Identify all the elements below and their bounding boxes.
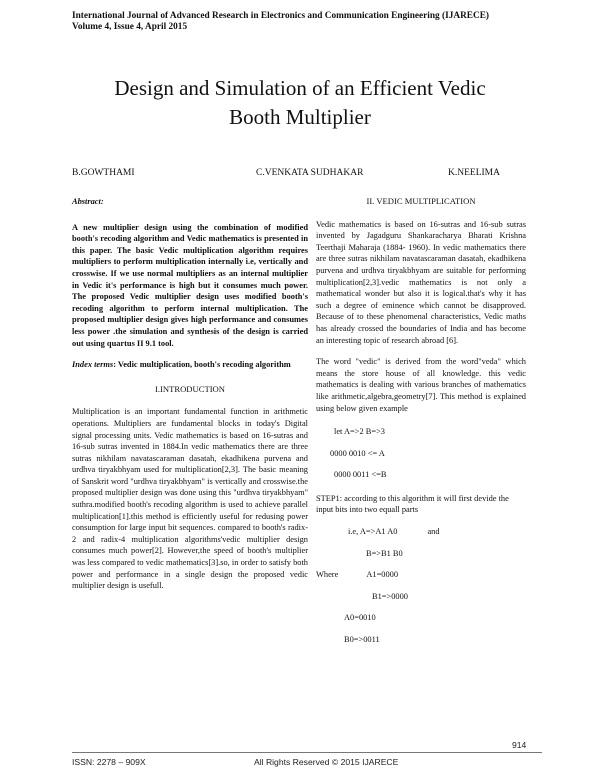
a0-value: A0=0010 [344,613,376,623]
example-line-1: let A=>2 B=>3 [334,427,385,437]
where-a1-line [316,569,526,581]
index-terms-label: Index terms [72,360,114,370]
step-1-text: STEP1: according to this algorithm it will first devide the input bits into two equall parts [316,493,509,515]
author-3: K.NEELIMA [448,168,500,178]
abstract-label: Abstract: [72,197,104,206]
footer-rights: All Rights Reserved © 2015 IJARECE [254,757,399,767]
example-line-3: 0000 0011 <=B [334,470,387,480]
footer-issn: ISSN: 2278 – 909X [72,757,146,767]
author-2: C.VENKATA SUDHAKAR [256,168,364,178]
split-and-text: and [427,527,440,537]
footer-rule [72,752,542,753]
title-line-2: Booth Multiplier [229,105,371,129]
title-line-1: Design and Simulation of an Efficient Vedic [114,76,486,100]
a1-value: A1=0000 [366,570,399,580]
paper-title [60,74,540,132]
right-column [316,196,526,646]
journal-volume: Volume 4, Issue 4, April 2015 [72,22,188,32]
section-1-paragraph: Multiplication is an important fundamental function in arithmetic operations. Multipliers are fundamental blocks in today's Digital signal processing units. Vedic mathematics is based on 16-sutras and 16-sub sutras invented in 1884.In vedic mathematics there are three sutras nikhilam navatascaraman dasatah, ekadhikena purvena and urdhva tiryakbhyam used for multiplication[2,3]. The basic meaning of Sanskrit word "urdhva tiryakbhyam" is vertically and crosswise.the proposed multiplier design was done using this "urdhva tiryakbhyam" suthra.modified booth's recoding algorithm is used to achieve parallel multiplication[1].this method is efficiently useful for redusing power consumption for large input bit sequences. compared to booth's radix-2 and radix-4 multiplication algorithms'vedic multiplier design consumes much power[2]. However,the speed of booth's multiplier was less compared to vedic mathematics[3].so, in order to satisfy both power and performance in a single design the proposed vedic multiplier design is usefull. [72,407,308,591]
index-terms-text: : Vedic multiplication, booth's recoding algorithm [113,360,291,370]
author-1: B.GOWTHAMI [72,168,135,178]
split-b-line: B=>B1 B0 [366,548,403,558]
page-number: 914 [512,740,527,750]
section-2-paragraph-2: The word "vedic" is derived from the word"veda" which means the store house of all knowledge. this vedic mathematics is dealing with various branches of mathematics like arithmetic,algebra,geometry[7]. This method is explained using below given example [316,357,526,413]
b0-value: B0=>0011 [344,635,380,645]
example-line-2: 0000 0010 <= A [330,448,385,458]
left-column [72,196,308,598]
split-a-text: i.e, A=>A1 A0 [348,527,398,537]
index-terms [72,359,308,371]
section-2-paragraph-1: Vedic mathematics is based on 16-sutras and 16-sub sutras invented by Jagadguru Shankaracharya Bharati Krishna Teerthaji Maharaja (1884- 1960). In vedic mathematics there are three sutras nikhilam navatascaraman dasatah, ekadhikena purvena and urdhva tiryakbhyam are suitable for performing multiplication[2,3].vedic mathematics is not only a mathematical wonder but also it is logical.that's why it has such a degree of eminence which cannot be disapproved. Because of to these phenomenal characteristics, Vedic maths has already crossed the boundaries of India and has become an interesting topic of research abroad [6]. [316,219,526,345]
section-1-heading: I.INTRODUCTION [155,383,225,394]
b1-value: B1=>0000 [372,591,408,601]
journal-header [72,11,542,33]
section-2-heading: II. VEDIC MULTIPLICATION [366,196,476,206]
journal-name: International Journal of Advanced Research in Electronics and Communication Engineering (IJARECE) [72,11,490,21]
split-a-line [316,526,526,538]
abstract-body: A new multiplier design using the combination of modified booth's recoding algorithm and Vedic mathematics is presented in this paper. The basic Vedic multiplication algorithm requires multipliers to perform multiplication internally i.e, vertically and crosswise. If we use normal multipliers as an internal multiplier in Vedic it's performance is high but it consumes much power. The proposed Vedic multiplier design uses modified booth's recoding algorithm to perform internal multiplication. The proposed multiplier design gives high performance and consumes less power .the simulation and synthesis of the design is carried out using quartus II 9.1 tool. [72,222,308,348]
where-label: Where [316,570,339,580]
